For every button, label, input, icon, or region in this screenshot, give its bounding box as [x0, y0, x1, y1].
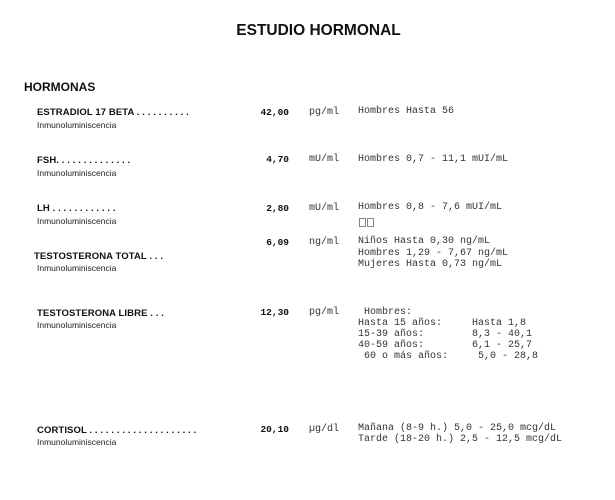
test-ref-testosterona-total-line-3: Mujeres Hasta 0,73 ng/mL [358, 259, 503, 270]
section-title: HORMONAS [24, 80, 96, 94]
test-name-estradiol: ESTRADIOL 17 BETA . . . . . . . . . . [37, 107, 189, 118]
test-unit-fsh: mU/ml [309, 154, 340, 165]
test-method-cortisol: Inmunoluminiscencia [37, 437, 117, 447]
missing-glyph-boxes [359, 213, 375, 231]
test-unit-cortisol: µg/dl [309, 424, 340, 435]
test-ref-testosterona-total-line-2: Hombres 1,29 - 7,67 ng/mL [358, 248, 509, 259]
test-value-testosterona-total: 6,09 [266, 237, 289, 248]
test-ref-testosterona-libre-line-1: Hombres: [358, 307, 413, 318]
test-unit-testosterona-total: ng/ml [309, 237, 340, 248]
test-name-fsh: FSH. . . . . . . . . . . . . . [37, 155, 131, 166]
test-name-lh: LH . . . . . . . . . . . . [37, 203, 116, 214]
test-ref-testosterona-libre-line-4: 40-59 años: 6,1 - 25,7 [358, 340, 533, 351]
test-ref-fsh: Hombres 0,7 - 11,1 mUI/mL [358, 154, 509, 165]
test-method-fsh: Inmunoluminiscencia [37, 168, 117, 178]
test-ref-cortisol-line-1: Mañana (8-9 h.) 5,0 - 25,0 mcg/dL [358, 423, 557, 434]
test-unit-estradiol: pg/ml [309, 107, 340, 118]
test-ref-testosterona-libre-line-5: 60 o más años: 5,0 - 28,8 [358, 351, 539, 362]
test-name-testosterona-total: TESTOSTERONA TOTAL . . . [34, 251, 164, 262]
test-ref-testosterona-libre-line-3: 15-39 años: 8,3 - 40,1 [358, 329, 533, 340]
test-unit-testosterona-libre: pg/ml [309, 307, 340, 318]
test-name-testosterona-libre: TESTOSTERONA LIBRE . . . [37, 308, 164, 319]
test-ref-cortisol-line-2: Tarde (18-20 h.) 2,5 - 12,5 mcg/dL [358, 434, 563, 445]
document-title: ESTUDIO HORMONAL [236, 22, 401, 39]
test-value-estradiol: 42,00 [260, 107, 289, 118]
test-value-lh: 2,80 [266, 203, 289, 214]
test-name-cortisol: CORTISOL . . . . . . . . . . . . . . . . . . . . [37, 425, 197, 436]
test-method-testosterona-libre: Inmunoluminiscencia [37, 320, 117, 330]
test-method-lh: Inmunoluminiscencia [37, 216, 117, 226]
test-ref-estradiol: Hombres Hasta 56 [358, 106, 455, 117]
test-unit-lh: mU/ml [309, 203, 340, 214]
test-value-cortisol: 20,10 [260, 424, 289, 435]
test-ref-testosterona-libre-line-2: Hasta 15 años: Hasta 1,8 [358, 318, 527, 329]
test-ref-testosterona-total-line-1: Niños Hasta 0,30 ng/mL [358, 236, 491, 247]
test-value-fsh: 4,70 [266, 154, 289, 165]
test-method-testosterona-total: Inmunoluminiscencia [37, 263, 117, 273]
test-ref-lh: Hombres 0,8 - 7,6 mUI/mL [358, 202, 503, 213]
test-method-estradiol: Inmunoluminiscencia [37, 120, 117, 130]
test-value-testosterona-libre: 12,30 [260, 307, 289, 318]
